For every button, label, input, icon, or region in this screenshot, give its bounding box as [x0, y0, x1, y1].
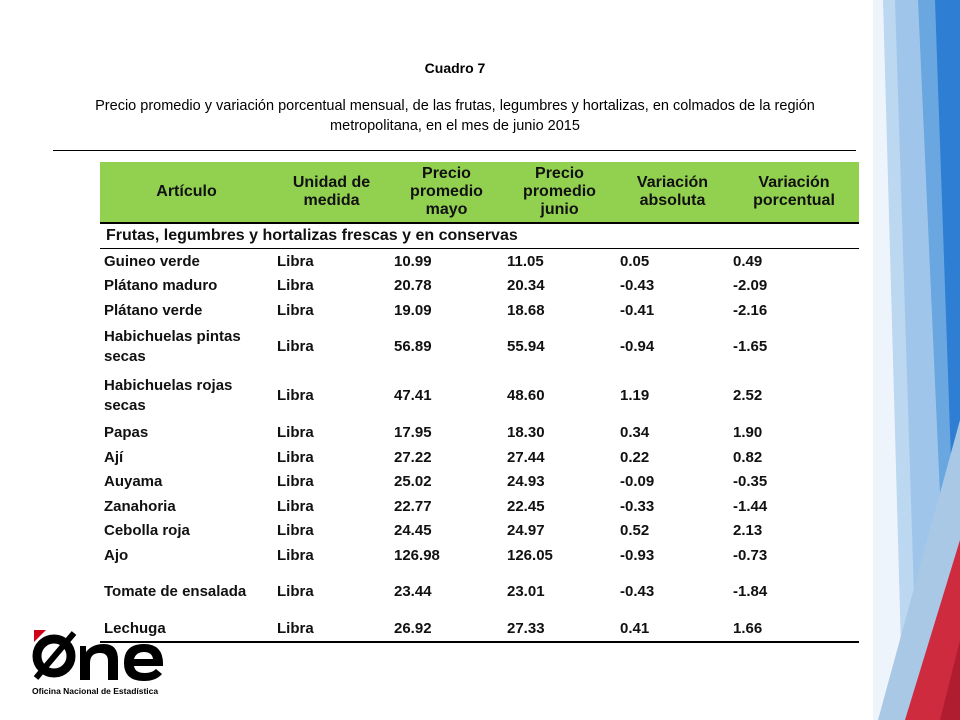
table-cell: Libra	[277, 301, 314, 319]
table-cell: 0.05	[620, 252, 650, 270]
table-cell: 24.97	[507, 522, 545, 540]
table-cell: 2.13	[733, 522, 763, 540]
table-cell: Ajo	[104, 546, 129, 564]
table-cell: -2.16	[733, 301, 768, 319]
table-cell: -0.09	[620, 473, 655, 491]
table-cell: -0.94	[620, 338, 655, 355]
table-cell: -1.84	[733, 583, 768, 600]
table-cell: 18.30	[507, 424, 545, 442]
table-cell: Libra	[277, 473, 314, 491]
table-cell: 20.34	[507, 277, 545, 295]
table-cell: 11.05	[507, 252, 544, 270]
table-row	[100, 372, 859, 421]
table-cell: Auyama	[104, 473, 163, 491]
table-cell: Plátano maduro	[104, 277, 218, 295]
table-cell: 47.41	[394, 387, 432, 404]
table-cell: Zanahoria	[104, 497, 176, 515]
table-cell: 20.78	[394, 277, 432, 295]
table-cell: 0.34	[620, 424, 650, 442]
table-cell: Libra	[277, 252, 314, 270]
table-cell: Libra	[277, 277, 314, 295]
table-cell: 1.66	[729, 617, 859, 643]
table-cell: Libra	[277, 424, 314, 442]
table-cell: Libra	[277, 583, 314, 600]
table-cell: -1.44	[733, 497, 768, 515]
table-cell: 23.01	[507, 583, 545, 600]
table-cell: Habichuelas rojas secas	[104, 377, 233, 414]
table-cell: 22.77	[394, 497, 432, 515]
table-cell: Libra	[277, 338, 314, 355]
table-cell: 1.19	[620, 387, 650, 404]
table-row	[100, 543, 859, 568]
table-row	[100, 568, 859, 617]
table-cell: -0.43	[620, 583, 655, 600]
table-cell: 27.44	[507, 448, 545, 466]
table-row	[100, 249, 859, 274]
table-cell: Guineo verde	[104, 252, 200, 270]
table-cell: 1.90	[733, 424, 763, 442]
table-cell: 126.98	[394, 546, 440, 564]
table-cell: Tomate de ensalada	[104, 583, 247, 600]
table-cell: 10.99	[394, 252, 432, 270]
table-cell: 24.93	[507, 473, 545, 491]
table-cell: -0.43	[620, 277, 655, 295]
table-cell: Ají	[104, 448, 124, 466]
table-cell: -0.35	[733, 473, 768, 491]
table-cell: -1.65	[733, 338, 768, 355]
table-cell: Libra	[273, 617, 390, 643]
table-cell: 22.45	[507, 497, 545, 515]
table-cell: 25.02	[394, 473, 432, 491]
table-row	[100, 494, 859, 519]
table-cell: 24.45	[394, 522, 432, 540]
table-cell: 27.22	[394, 448, 432, 466]
table-title: Cuadro 7	[424, 60, 486, 76]
column-header: Artículo	[100, 162, 273, 223]
table-cell: 0.52	[620, 522, 650, 540]
table-cell: 48.60	[507, 387, 545, 404]
column-header: Precio promedio junio	[503, 162, 616, 223]
table-cell: 18.68	[507, 301, 545, 319]
table-cell: 126.05	[507, 546, 553, 564]
header-row	[100, 162, 859, 223]
table-cell: 23.44	[394, 583, 432, 600]
table-row	[100, 274, 859, 299]
table-cell: Papas	[104, 424, 149, 442]
table-cell: 0.82	[733, 448, 763, 466]
table-cell: Plátano verde	[104, 301, 203, 319]
column-header: Unidad de medida	[273, 162, 390, 223]
table-cell: -0.33	[620, 497, 655, 515]
table-row	[100, 519, 859, 544]
price-table	[100, 162, 859, 643]
section-label: Frutas, legumbres y hortalizas frescas y en conservas	[100, 223, 859, 249]
table-cell: Libra	[277, 448, 314, 466]
column-header: Variación absoluta	[616, 162, 729, 223]
table-cell: Libra	[277, 497, 314, 515]
table-cell: 26.92	[390, 617, 503, 643]
table-cell: 0.41	[616, 617, 729, 643]
table-cell: 2.52	[733, 387, 763, 404]
table-cell: Lechuga	[100, 617, 273, 643]
table-cell: Cebolla roja	[104, 522, 190, 540]
table-row	[100, 323, 859, 372]
table-subtitle: Precio promedio y variación porcentual mensual, de las frutas, legumbres y hortalizas, en colmados de la región metropolitana, en el mes de junio 2015	[95, 98, 815, 134]
column-header: Precio promedio mayo	[390, 162, 503, 223]
table-row	[100, 617, 859, 643]
table-cell: -0.73	[733, 546, 768, 564]
logo-subtitle: Oficina Nacional de Estadística	[32, 686, 159, 696]
table-cell: Habichuelas pintas secas	[104, 328, 241, 365]
table-cell: Libra	[277, 522, 314, 540]
table-cell: 17.95	[394, 424, 432, 442]
table-cell: Libra	[277, 546, 314, 564]
table-row	[100, 445, 859, 470]
table-row	[100, 421, 859, 446]
table-cell: Libra	[277, 387, 314, 404]
table-cell: -2.09	[733, 277, 768, 295]
table-row	[100, 470, 859, 495]
table-row	[100, 298, 859, 323]
column-header: Variación porcentual	[729, 162, 859, 223]
section-row	[100, 223, 859, 249]
table-cell: 0.49	[733, 252, 763, 270]
table-cell: 55.94	[507, 338, 545, 355]
table-cell: 27.33	[503, 617, 616, 643]
table-cell: 19.09	[394, 301, 432, 319]
table-cell: 0.22	[620, 448, 650, 466]
table-cell: -0.93	[620, 546, 655, 564]
divider	[53, 150, 856, 151]
table-cell: -0.41	[620, 301, 655, 319]
table-cell: 56.89	[394, 338, 432, 355]
